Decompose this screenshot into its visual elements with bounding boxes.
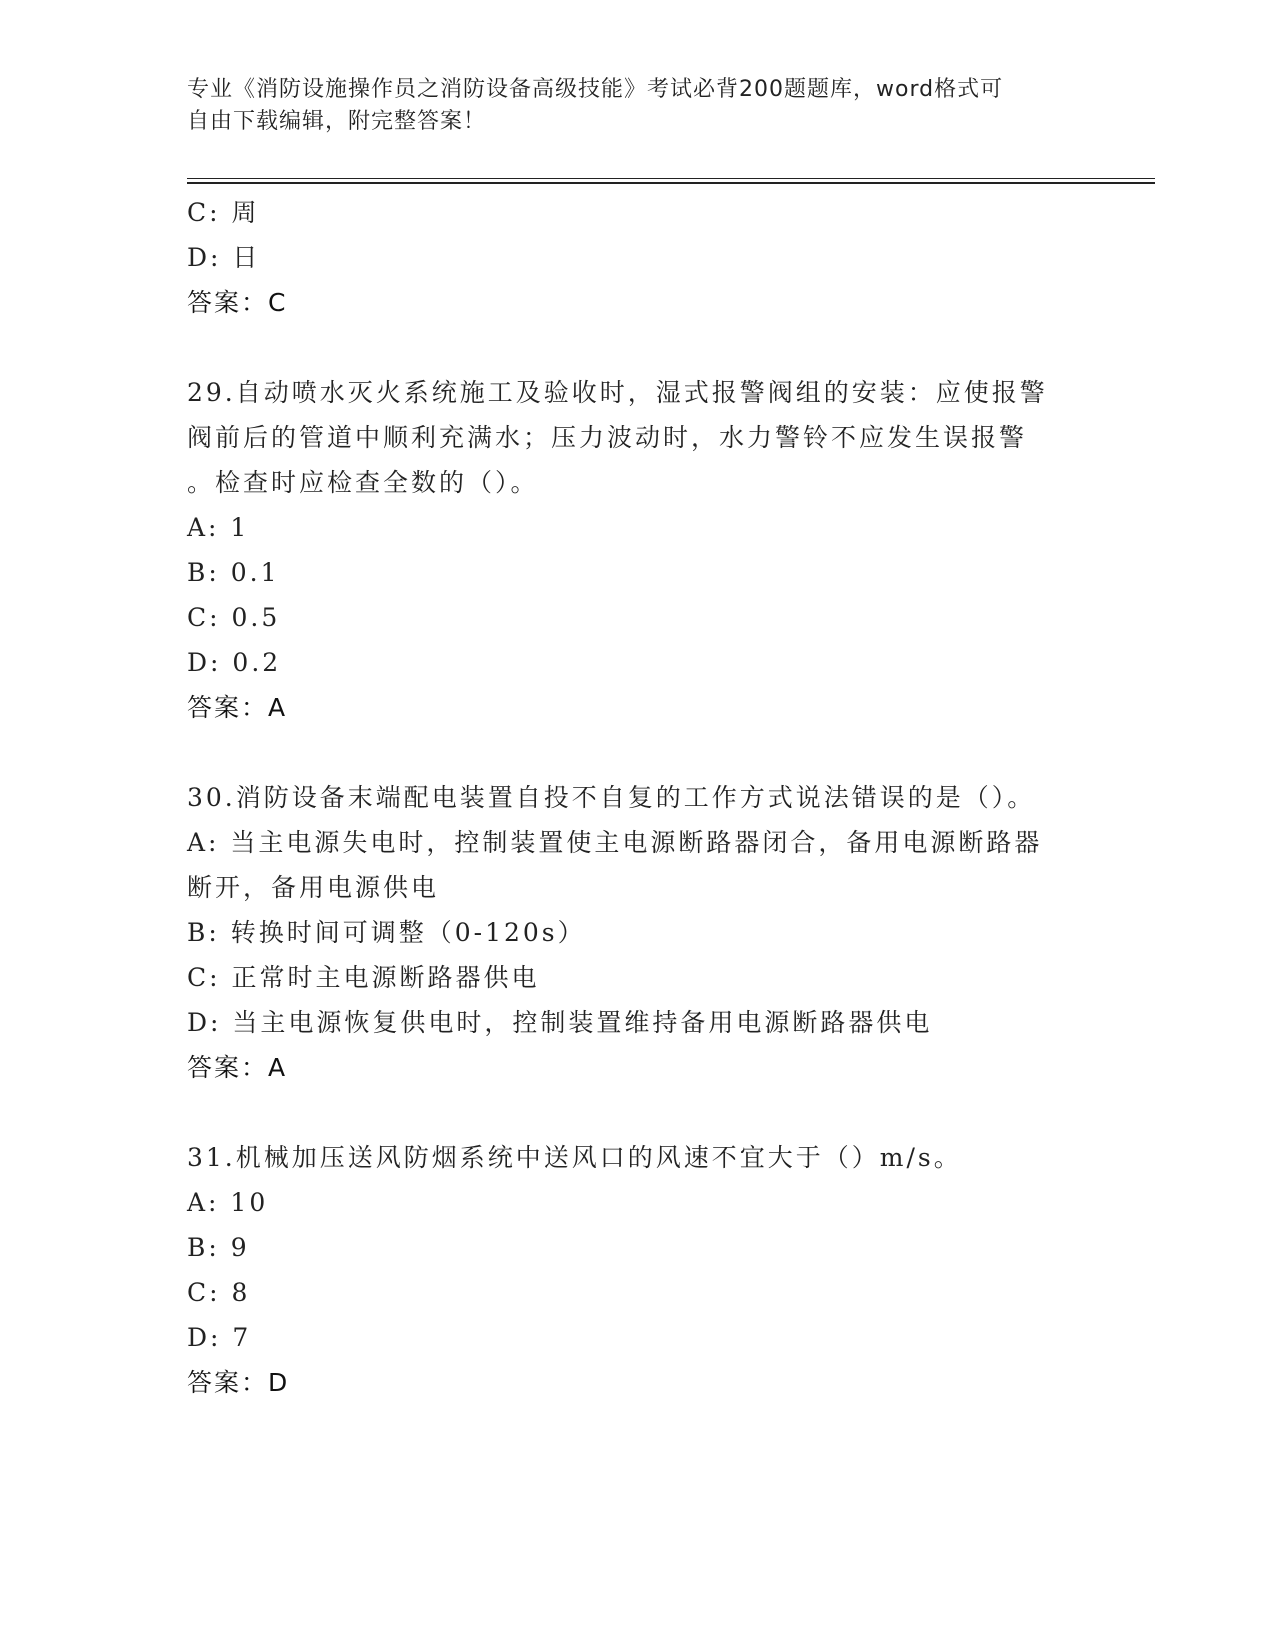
question-list bbox=[187, 190, 1087, 1405]
document-header bbox=[187, 74, 1067, 138]
option-c: C: 8 bbox=[187, 1278, 251, 1307]
question-28-tail bbox=[187, 190, 1087, 325]
question-stem: 30.消防设备末端配电装置自投不自复的工作方式说法错误的是（）。 bbox=[187, 783, 1036, 812]
option-b: B: 9 bbox=[187, 1233, 250, 1262]
option-b: B: 转换时间可调整（0-120s） bbox=[187, 918, 586, 947]
question-stem-line: 29.自动喷水灭火系统施工及验收时，湿式报警阀组的安装：应使报警 bbox=[187, 378, 1048, 407]
option-b: B: 0.1 bbox=[187, 558, 280, 587]
question-stem-line: 阀前后的管道中顺利充满水；压力波动时，水力警铃不应发生误报警 bbox=[187, 423, 1028, 452]
option-a: A: 10 bbox=[187, 1188, 269, 1217]
option-c: C: 正常时主电源断路器供电 bbox=[187, 963, 540, 992]
question-29 bbox=[187, 370, 1087, 730]
question-stem: 31.机械加压送风防烟系统中送风口的风速不宜大于（）m/s。 bbox=[187, 1143, 962, 1172]
answer-line: 答案：A bbox=[187, 693, 288, 722]
answer-line: 答案：C bbox=[187, 288, 288, 317]
header-divider-thick bbox=[187, 182, 1155, 184]
answer-line: 答案：D bbox=[187, 1368, 290, 1397]
header-line-2: 自由下载编辑，附完整答案！ bbox=[187, 109, 487, 134]
option-a-continued: 断开，备用电源供电 bbox=[187, 873, 440, 902]
question-30 bbox=[187, 775, 1087, 1090]
option-c: C: 0.5 bbox=[187, 603, 281, 632]
option-c: C: 周 bbox=[187, 198, 260, 227]
option-d: D: 日 bbox=[187, 243, 261, 272]
answer-line: 答案：A bbox=[187, 1053, 288, 1082]
question-stem-line: 。检查时应检查全数的（）。 bbox=[187, 468, 539, 497]
option-d: D: 当主电源恢复供电时，控制装置维持备用电源断路器供电 bbox=[187, 1008, 933, 1037]
spacer bbox=[187, 325, 1087, 370]
option-a: A: 当主电源失电时，控制装置使主电源断路器闭合，备用电源断路器 bbox=[187, 828, 1043, 857]
option-a: A: 1 bbox=[187, 513, 250, 542]
question-31 bbox=[187, 1135, 1087, 1405]
header-divider-thin bbox=[187, 178, 1155, 179]
header-line-1: 专业《消防设施操作员之消防设备高级技能》考试必背200题题库，word格式可 bbox=[187, 77, 1004, 102]
option-d: D: 0.2 bbox=[187, 648, 282, 677]
spacer bbox=[187, 1090, 1087, 1135]
spacer bbox=[187, 730, 1087, 775]
option-d: D: 7 bbox=[187, 1323, 252, 1352]
